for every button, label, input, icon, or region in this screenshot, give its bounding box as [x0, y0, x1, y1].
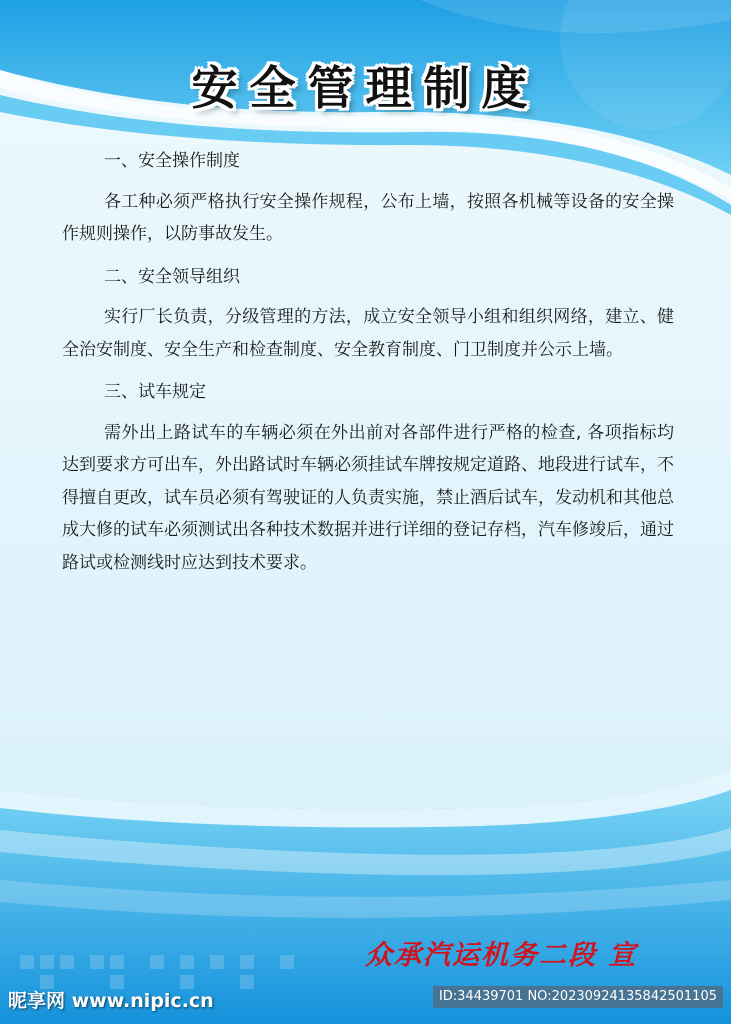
- section-paragraph: 需外出上路试车的车辆必须在外出前对各部件进行严格的检查, 各项指标均达到要求方可出车，外出路试时车辆必须挂试车牌按规定道路、地段进行试车，不得擅自更改，试车员必须有驾驶证的人负责实施，禁止酒后试车，发动机和其他总成大修的试车必须测试出各种技术数据并进行详细的登记存档，汽车修竣后，通过路试或检测线时应达到技术要求。: [62, 422, 674, 573]
- watermark-site: 昵享网 www.nipic.cn: [8, 990, 214, 1012]
- signature: 众承汽运机务二段 宣: [365, 940, 638, 971]
- section-heading: 二、安全领导组织: [104, 266, 240, 287]
- document-body: [62, 145, 674, 589]
- section-heading: 三、试车规定: [104, 382, 206, 402]
- section-paragraph: 实行厂长负责，分级管理的方法，成立安全领导小组和组织网络，建立、健全治安制度、安全生产和检查制度、安全教育制度、门卫制度并公示上墙。: [62, 307, 674, 360]
- section-heading: 一、安全操作制度: [104, 151, 240, 171]
- section-paragraph: 各工种必须严格执行安全操作规程，公布上墙，按照各机械等设备的安全操作规则操作，以防事故发生。: [62, 191, 674, 244]
- page-title: 安全管理制度: [191, 61, 540, 115]
- watermark-id: ID:34439701 NO:20230924135842501105: [433, 986, 723, 1008]
